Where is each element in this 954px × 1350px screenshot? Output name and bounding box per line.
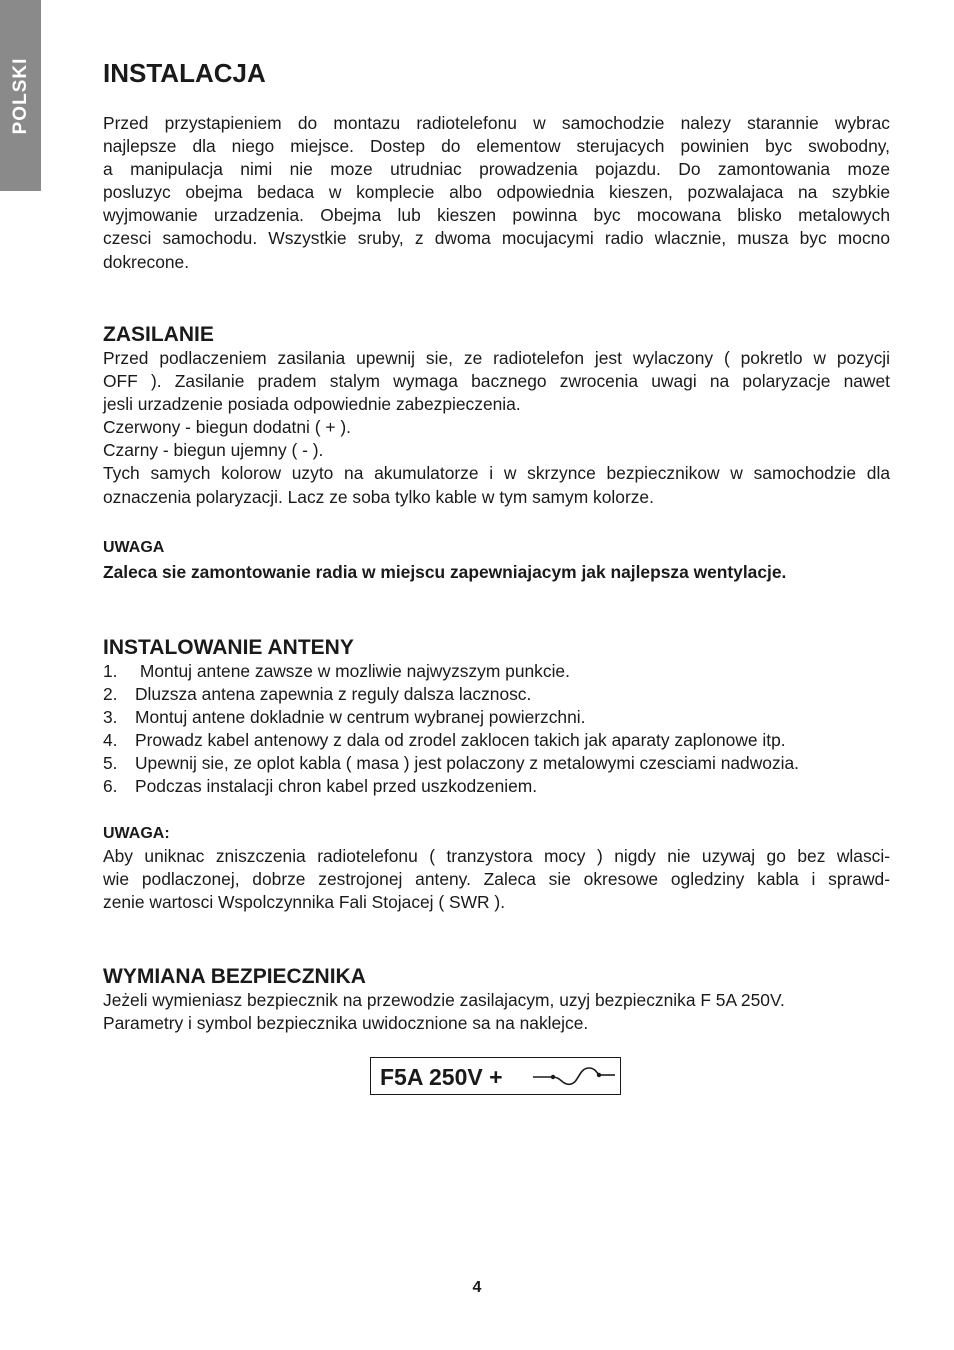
power-line: oznaczenia polaryzacji. Lacz ze soba tylko kable w tym samym kolorze. xyxy=(103,486,654,507)
fuse-symbol-icon xyxy=(529,1064,617,1088)
language-tab xyxy=(0,0,41,191)
list-item-number: 4. xyxy=(103,730,118,751)
antenna-note-title: UWAGA: xyxy=(103,825,170,842)
power-title: ZASILANIE xyxy=(103,323,214,346)
power-note-text: Zaleca sie zamontowanie radia w miejscu zapewniajacym jak najlepsza wentylacje. xyxy=(103,562,787,582)
list-item-number: 2. xyxy=(103,684,118,705)
power-line: Przed podlaczeniem zasilania upewnij sie, ze radiotelefon jest wylaczony ( pokretlo w pozycji xyxy=(103,348,890,368)
fuse-line: Jeżeli wymieniasz bezpiecznik na przewodzie zasilajacym, uzyj bezpiecznika F 5A 250V. xyxy=(103,990,785,1010)
power-line: jesli urzadzenie posiada odpowiednie zabezpieczenia. xyxy=(103,394,521,415)
fuse-label-box xyxy=(370,1057,621,1095)
antenna-note xyxy=(103,823,890,914)
list-item xyxy=(103,775,890,798)
power-line: Tych samych kolorow uzyto na akumulatorze i w skrzynce bezpiecznikow w samochodzie dla xyxy=(103,463,890,484)
installation-line: dokrecone. xyxy=(103,251,190,272)
power-note xyxy=(103,537,890,584)
installation-line: czesci samochodu. Wszystkie sruby, z dwoma mocujacymi radio wlacznie, musza byc mocno xyxy=(103,228,890,249)
list-item xyxy=(103,660,890,683)
list-item-text: Montuj antene dokladnie w centrum wybranej powierzchni. xyxy=(135,707,586,728)
fuse-line: Parametry i symbol bezpiecznika uwidocznione sa na naklejce. xyxy=(103,1013,589,1034)
list-item xyxy=(103,752,890,775)
fuse-title: WYMIANA BEZPIECZNIKA xyxy=(103,965,366,988)
list-item-text: Dluzsza antena zapewnia z reguly dalsza lacznosc. xyxy=(135,684,532,705)
language-label: POLSKI xyxy=(9,57,31,135)
list-item-number: 1. xyxy=(103,661,118,681)
fuse-section xyxy=(103,964,890,1035)
fuse-rating-label: F5A 250V + xyxy=(380,1064,503,1090)
power-line: OFF ). Zasilanie pradem stalym wymaga bacznego zwrocenia uwagi na polaryzacje nawet xyxy=(103,371,890,392)
list-item-number: 6. xyxy=(103,776,118,797)
list-item-text: Podczas instalacji chron kabel przed uszkodzeniem. xyxy=(135,776,538,797)
installation-line: posluzyc obejma bedaca w komplecie albo odpowiednia kieszen, pozwalajaca na szybkie xyxy=(103,182,890,203)
list-item-number: 5. xyxy=(103,753,118,774)
antenna-note-line: Aby uniknac zniszczenia radiotelefonu ( tranzystora mocy ) nigdy nie uzywaj go bez wlasci- xyxy=(103,846,890,866)
installation-line: Przed przystapieniem do montazu radiotelefonu w samochodzie nalezy starannie wybrac xyxy=(103,113,890,133)
list-item xyxy=(103,729,890,752)
antenna-section xyxy=(103,635,890,799)
list-item-text: Montuj antene zawsze w mozliwie najwyzszym punkcie. xyxy=(135,661,570,681)
power-note-title: UWAGA xyxy=(103,539,165,556)
list-item xyxy=(103,683,890,706)
power-line: Czarny - biegun ujemny ( - ). xyxy=(103,440,324,461)
list-item-number: 3. xyxy=(103,707,118,728)
antenna-title: INSTALOWANIE ANTENY xyxy=(103,636,354,659)
power-line: Czerwony - biegun dodatni ( + ). xyxy=(103,417,351,438)
installation-line: a manipulacja nimi nie moze utrudniac prowadzenia pojazdu. Do zamontowania moze xyxy=(103,159,890,180)
installation-title: INSTALACJA xyxy=(103,58,266,88)
antenna-list xyxy=(103,660,890,799)
installation-line: najlepsze dla niego miejsce. Dostep do elementow sterujacych powinien byc swobodny, xyxy=(103,136,890,157)
installation-paragraph xyxy=(103,112,890,274)
antenna-note-line: wie podlaczonej, dobrze zestrojonej anteny. Zaleca sie okresowe ogledziny kabla i sprawd- xyxy=(103,869,890,890)
list-item-text: Prowadz kabel antenowy z dala od zrodel zaklocen takich jak aparaty zaplonowe itp. xyxy=(135,730,786,751)
page-number: 4 xyxy=(472,1279,482,1296)
antenna-note-line: zenie wartosci Wspolczynnika Fali Stojacej ( SWR ). xyxy=(103,892,506,913)
power-section xyxy=(103,322,890,509)
list-item-text: Upewnij sie, ze oplot kabla ( masa ) jest polaczony z metalowymi czesciami nadwozia. xyxy=(135,753,800,774)
list-item xyxy=(103,706,890,729)
installation-line: wyjmowanie urzadzenia. Obejma lub kieszen powinna byc mocowana blisko metalowych xyxy=(103,205,890,226)
